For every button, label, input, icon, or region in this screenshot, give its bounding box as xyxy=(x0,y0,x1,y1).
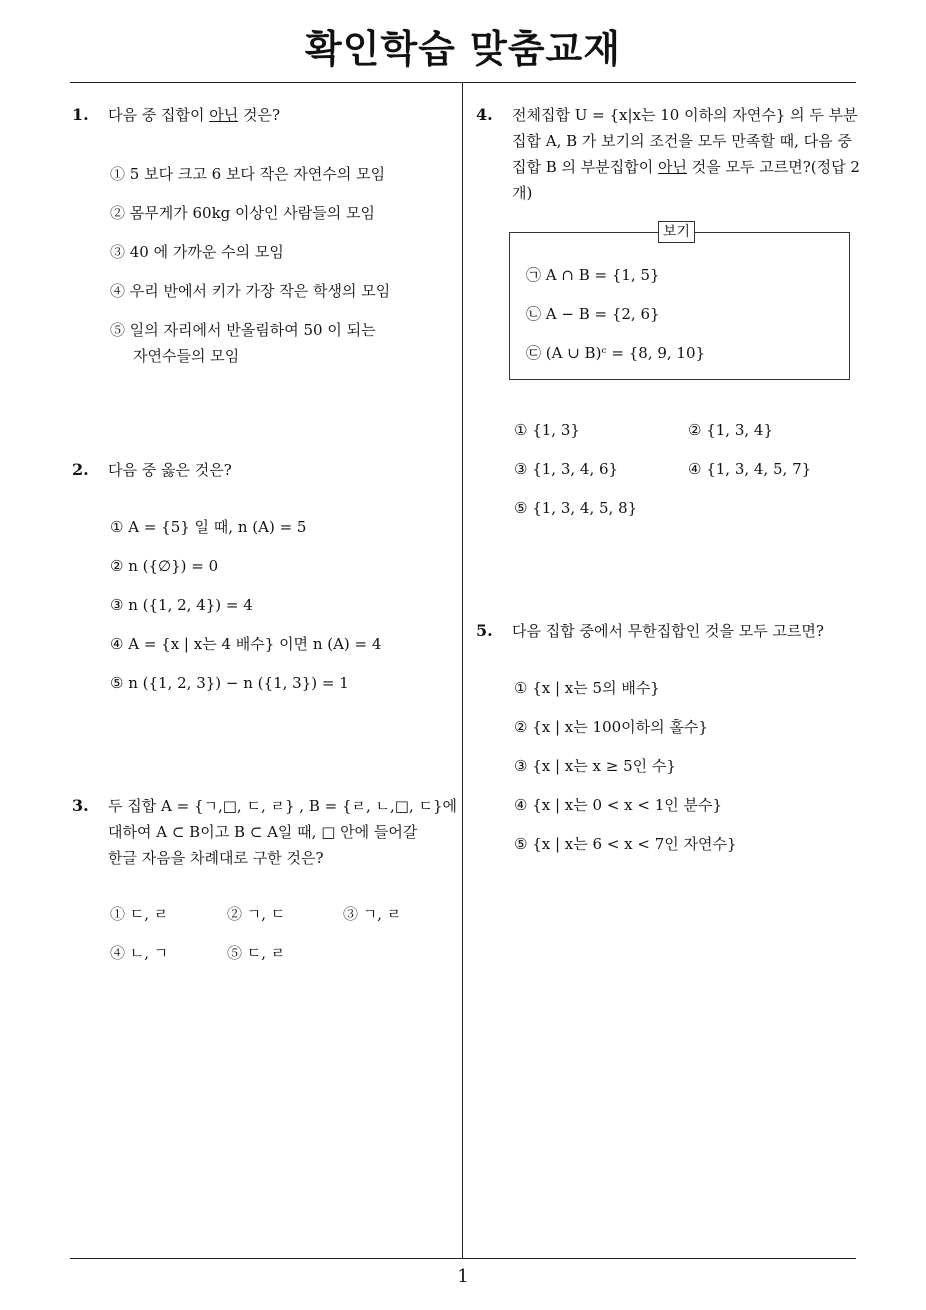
column-divider xyxy=(462,83,463,1259)
footer-divider xyxy=(70,1258,856,1259)
conditions-box-label: 보기 xyxy=(658,221,695,243)
option-1[interactable]: ① {x | x는 5의 배수} xyxy=(514,679,660,697)
option-1[interactable]: ① A = {5} 일 때, n (A) = 5 xyxy=(110,518,307,536)
question-text-line-3: 한글 자음을 차례대로 구한 것은? xyxy=(108,849,324,867)
header-divider xyxy=(70,82,856,83)
question-3 xyxy=(72,793,457,871)
option-5[interactable]: ⑤ ㄷ, ㄹ xyxy=(227,944,286,962)
condition-3: ㉢ (A ∪ B)ᶜ = {8, 9, 10} xyxy=(526,344,706,362)
option-3[interactable]: ③ {1, 3, 4, 6} xyxy=(514,460,619,478)
option-4[interactable]: ④ 우리 반에서 키가 가장 작은 학생의 모임 xyxy=(110,282,391,300)
question-number: 3. xyxy=(72,796,89,815)
question-text-line-3: 집합 B 의 부분집합이 아닌 것을 모두 고르면?(정답 2 xyxy=(512,158,860,176)
page-number: 1 xyxy=(457,1266,469,1287)
question-number: 4. xyxy=(476,105,493,124)
condition-1: ㉠ A ∩ B = {1, 5} xyxy=(526,266,660,284)
condition-2: ㉡ A − B = {2, 6} xyxy=(526,305,660,323)
question-4 xyxy=(476,102,866,206)
option-3[interactable]: ③ ㄱ, ㄹ xyxy=(343,905,402,923)
option-2[interactable]: ② ㄱ, ㄷ xyxy=(227,905,286,923)
question-text: 다음 중 옳은 것은? xyxy=(108,461,232,479)
option-2[interactable]: ② n ({∅}) = 0 xyxy=(110,557,219,575)
option-2[interactable]: ② {1, 3, 4} xyxy=(688,421,774,439)
question-text-line-2: 집합 A, B 가 보기의 조건을 모두 만족할 때, 다음 중 xyxy=(512,132,852,150)
question-2 xyxy=(72,457,452,483)
option-1[interactable]: ① {1, 3} xyxy=(514,421,580,439)
underlined-word: 아닌 xyxy=(209,106,239,124)
option-1[interactable]: ① ㄷ, ㄹ xyxy=(110,905,169,923)
question-text-line-1: 전체집합 U = {x|x는 10 이하의 자연수} 의 두 부분 xyxy=(512,106,858,124)
question-5 xyxy=(476,618,866,644)
option-3[interactable]: ③ {x | x는 x ≥ 5인 수} xyxy=(514,757,676,775)
question-text-line-2: 대하여 A ⊂ B이고 B ⊂ A일 때, □ 안에 들어갈 xyxy=(108,823,418,841)
question-number: 5. xyxy=(476,621,493,640)
question-1 xyxy=(72,102,452,128)
option-4[interactable]: ④ A = {x | x는 4 배수} 이면 n (A) = 4 xyxy=(110,635,382,653)
page-title: 확인학습 맞춤교재 xyxy=(305,27,621,71)
option-4[interactable]: ④ {x | x는 0 < x < 1인 분수} xyxy=(514,796,723,814)
option-5[interactable]: ⑤ {1, 3, 4, 5, 8} xyxy=(514,499,638,517)
option-4[interactable]: ④ ㄴ, ㄱ xyxy=(110,944,169,962)
question-text: 다음 중 집합이 아닌 것은? xyxy=(108,106,281,124)
underlined-word: 아닌 xyxy=(658,158,688,176)
option-5[interactable]: ⑤ 일의 자리에서 반올림하여 50 이 되는 xyxy=(110,321,376,339)
question-text-line-1: 두 집합 A = {ㄱ,□, ㄷ, ㄹ} , B = {ㄹ, ㄴ,□, ㄷ}에 xyxy=(108,797,458,815)
option-5[interactable]: ⑤ {x | x는 6 < x < 7인 자연수} xyxy=(514,835,737,853)
option-1[interactable]: ① 5 보다 크고 6 보다 작은 자연수의 모임 xyxy=(110,165,386,183)
option-5-continued: 자연수들의 모임 xyxy=(133,347,240,365)
question-number: 2. xyxy=(72,460,89,479)
question-number: 1. xyxy=(72,105,89,124)
option-2[interactable]: ② {x | x는 100이하의 홀수} xyxy=(514,718,708,736)
option-4[interactable]: ④ {1, 3, 4, 5, 7} xyxy=(688,460,812,478)
option-3[interactable]: ③ n ({1, 2, 4}) = 4 xyxy=(110,596,253,614)
question-text: 다음 집합 중에서 무한집합인 것을 모두 고르면? xyxy=(512,622,824,640)
option-5[interactable]: ⑤ n ({1, 2, 3}) − n ({1, 3}) = 1 xyxy=(110,674,349,692)
option-2[interactable]: ② 몸무게가 60kg 이상인 사람들의 모임 xyxy=(110,204,375,222)
question-text-line-4: 개) xyxy=(512,184,533,202)
option-3[interactable]: ③ 40 에 가까운 수의 모임 xyxy=(110,243,284,261)
